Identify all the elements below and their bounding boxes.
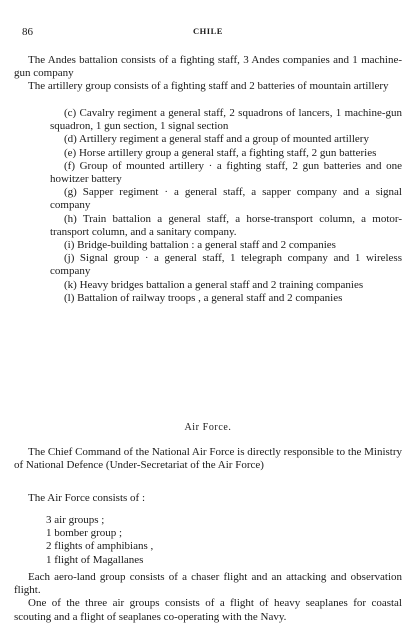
air-force-intro-text: The Chief Command of the National Air Force is directly responsible to the Ministry of National Defence (Under-Secretariat of the Air Force)	[14, 446, 402, 472]
unit-signal-group: (j) Signal group · a general staff, 1 telegraph company and 1 wireless company	[50, 252, 402, 278]
air-force-consists	[14, 492, 402, 505]
unit-horse-artillery-group: (e) Horse artillery group a general staff, a fighting staff, 2 gun batteries	[64, 146, 377, 159]
unit-train-battalion: (h) Train battalion a general staff, a horse-transport column, a motor-transport column, and a sanitary company.	[50, 212, 402, 238]
unit-railway-battalion: (l) Battalion of railway troops , a general staff and 2 companies	[64, 291, 343, 304]
unit-list	[14, 107, 402, 305]
page-number: 86	[22, 26, 33, 38]
aero-land-group-paragraph: Each aero-land group consists of a chaser flight and an attacking and observation flight.	[14, 571, 402, 597]
list-item: 1 bomber group ;	[46, 527, 123, 540]
air-force-closing	[14, 571, 402, 624]
andes-battalion-paragraph: The Andes battalion consists of a fighting staff, 3 Andes companies and 1 machine-gun company	[14, 54, 402, 80]
unit-bridge-building-battalion: (i) Bridge-building battalion : a general staff and 2 companies	[64, 239, 336, 252]
army-section	[14, 54, 402, 94]
air-force-consists-label: The Air Force consists of :	[28, 492, 146, 504]
artillery-group-paragraph: The artillery group consists of a fighting staff and 2 batteries of mountain artillery	[28, 80, 389, 93]
unit-cavalry-regiment: (c) Cavalry regiment a general staff, 2 squadrons of lancers, 1 machine-gun squadron, 1 gun section, 1 signal section	[50, 107, 402, 133]
page-header	[22, 26, 394, 40]
list-item: 2 flights of amphibians ,	[46, 540, 154, 553]
unit-artillery-regiment: (d) Artillery regiment a general staff and a group of mounted artillery	[64, 133, 369, 146]
air-force-heading: Air Force.	[184, 422, 232, 433]
unit-heavy-bridges-battalion: (k) Heavy bridges battalion a general staff and 2 training companies	[64, 278, 364, 291]
unit-mounted-artillery-group: (f) Group of mounted artillery · a fighting staff, 2 gun batteries and one howitzer battery	[50, 159, 402, 186]
air-group-seaplanes-paragraph: One of the three air groups consists of a flight of heavy seaplanes for coastal scouting and a flight of seaplanes co-operating with the Navy.	[14, 597, 402, 623]
list-item: 1 flight of Magallanes	[46, 553, 144, 566]
unit-sapper-regiment: (g) Sapper regiment · a general staff, a sapper company and a signal company	[50, 186, 402, 212]
air-force-intro	[14, 446, 402, 472]
air-force-list	[14, 514, 402, 567]
list-item: 3 air groups ;	[46, 514, 105, 526]
running-title: CHILE	[193, 26, 223, 36]
